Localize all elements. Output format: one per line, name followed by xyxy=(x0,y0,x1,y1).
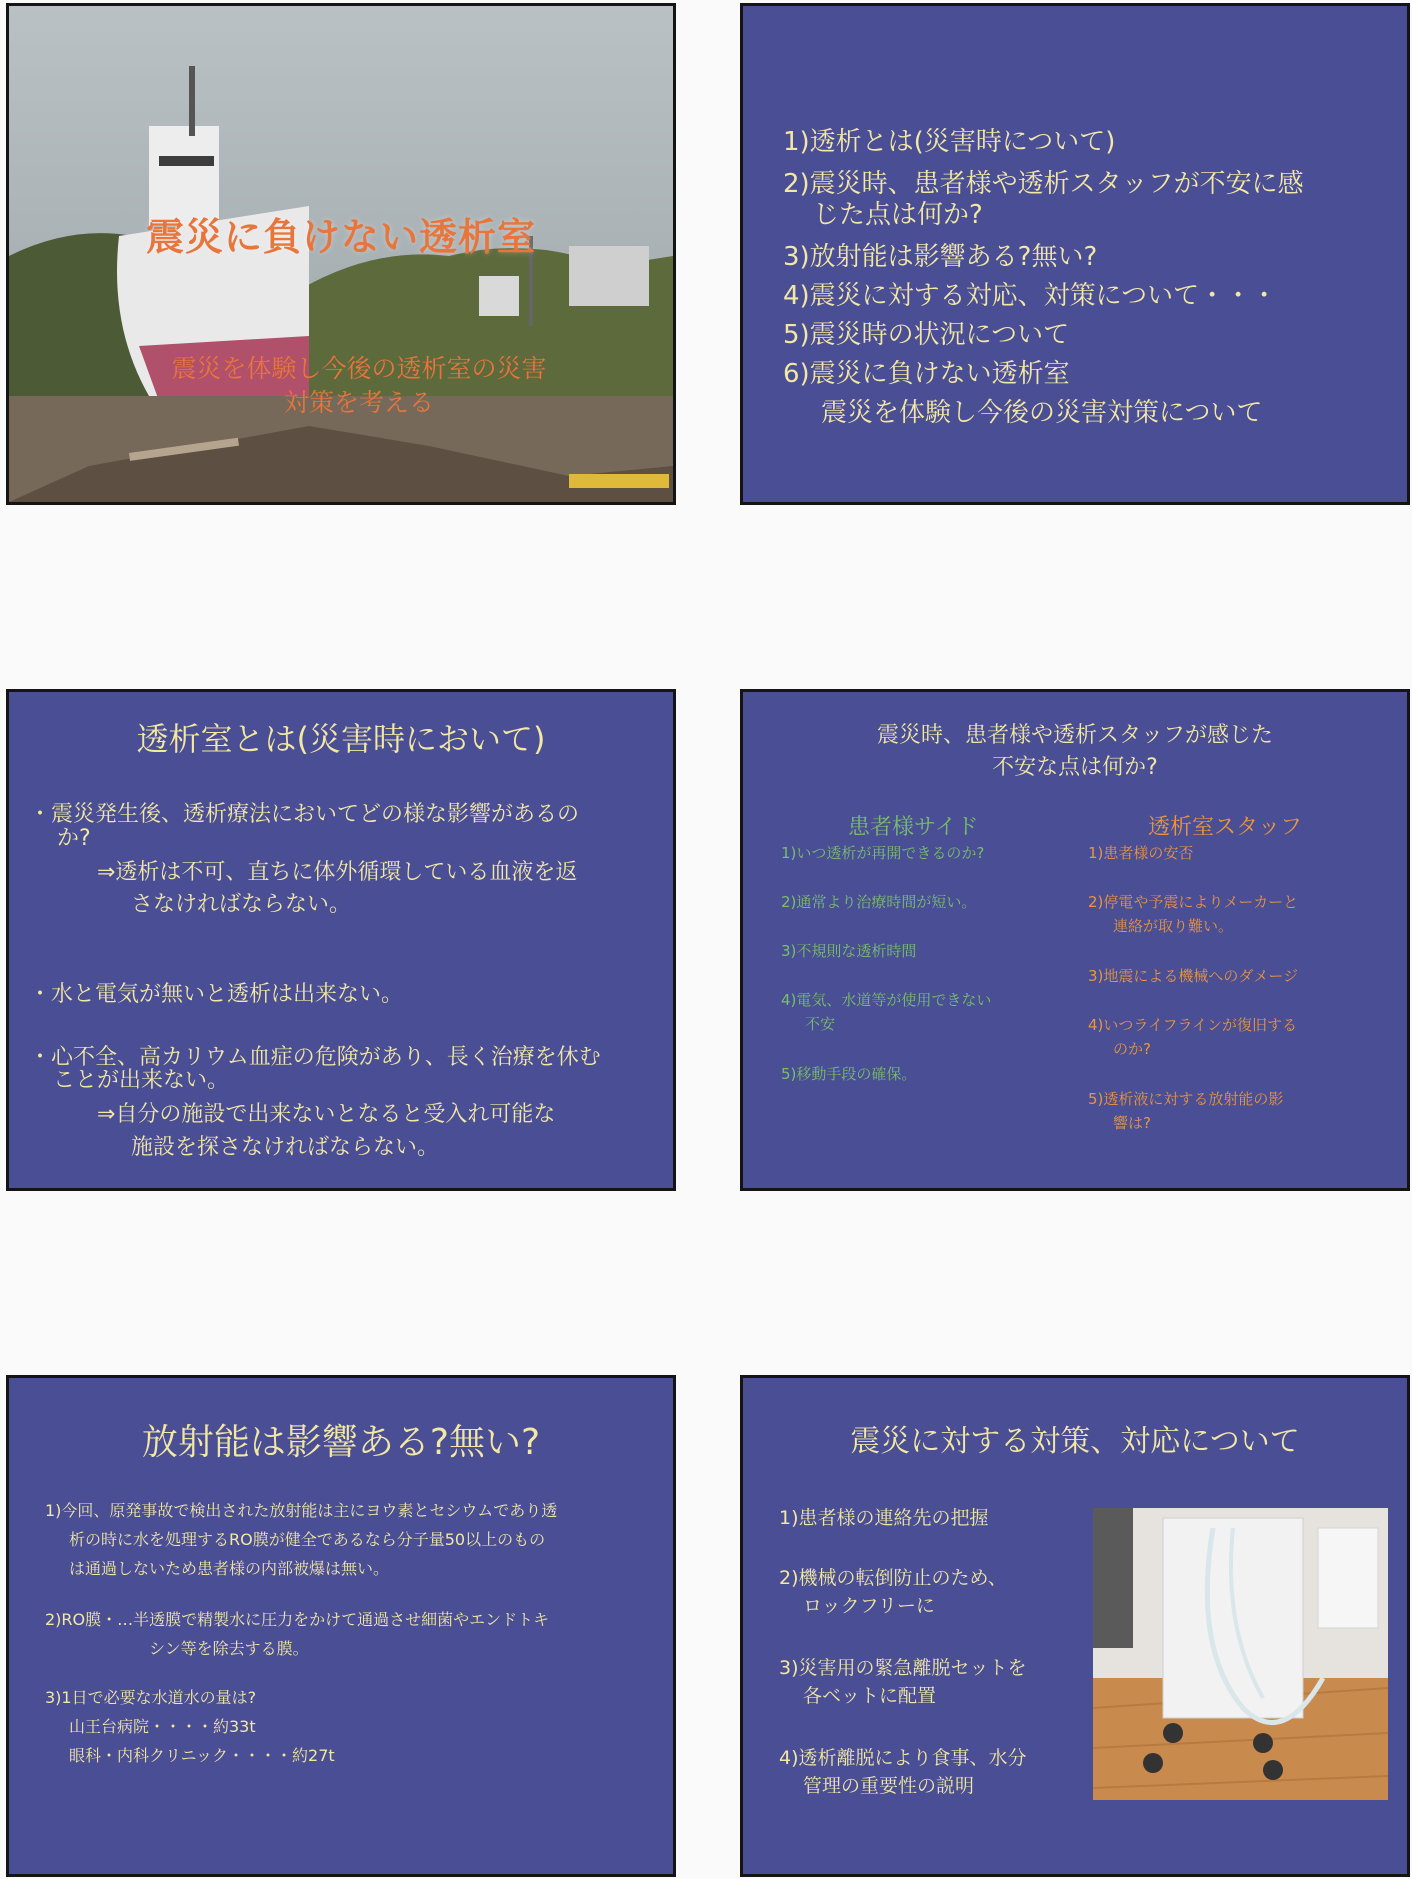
staff-item-1: 1)患者様の安否 xyxy=(1088,844,1194,862)
agenda-item-2-cont: じた点は何か? xyxy=(813,200,983,230)
patient-item-2: 2)通常より治療時間が短い。 xyxy=(781,893,977,911)
slide-3-title: 透析室とは(災害時において) xyxy=(136,720,546,758)
slide-3-bullet-1: ・震災発生後、透析療法においてどの様な影響があるの xyxy=(29,802,580,827)
slide-5-point-3-clinic: 眼科・内科クリニック・・・・約27t xyxy=(69,1746,335,1765)
slide-1-subtitle xyxy=(99,352,619,420)
slide-3-bullet-2: ・水と電気が無いと透析は出来ない。 xyxy=(29,982,404,1007)
patient-side-heading: 患者様サイド xyxy=(848,815,979,840)
slide-3-bullet-3-arrow-cont: 施設を探さなければならない。 xyxy=(131,1135,440,1160)
agenda-item-4: 4)震災に対する対応、対策について・・・ xyxy=(783,281,1278,311)
slide-5-point-2: 2)RO膜・…半透膜で精製水に圧力をかけて通過させ細菌やエンドトキ xyxy=(45,1610,550,1629)
agenda-item-2: 2)震災時、患者様や透析スタッフが不安に感 xyxy=(783,169,1304,199)
staff-item-5: 5)透析液に対する放射能の影 xyxy=(1088,1090,1284,1108)
patient-item-1: 1)いつ透析が再開できるのか? xyxy=(781,844,985,862)
staff-item-2: 2)停電や予震によりメーカーと xyxy=(1088,893,1299,911)
slide-6-item-3: 3)災害用の緊急離脱セットを xyxy=(779,1657,1027,1679)
slide-5-point-3-hospital: 山王台病院・・・・約33t xyxy=(69,1717,256,1736)
slide-4-title-line-2: 不安な点は何か? xyxy=(992,755,1158,780)
slide-3-bullet-1-cont: か? xyxy=(57,826,91,851)
slide-6-item-4: 4)透析離脱により食事、水分 xyxy=(779,1747,1027,1769)
agenda-item-6: 6)震災に負けない透析室 xyxy=(783,359,1070,389)
slide-3-bullet-3: ・心不全、高カリウム血症の危険があり、長く治療を休む xyxy=(29,1045,601,1070)
slide-5-point-1-cont-1: 析の時に水を処理するRO膜が健全であるなら分子量50以上のもの xyxy=(69,1530,546,1549)
staff-item-4-cont: のか? xyxy=(1113,1040,1151,1058)
agenda-item-3: 3)放射能は影響ある?無い? xyxy=(783,242,1098,272)
slide-5-point-3: 3)1日で必要な水道水の量は? xyxy=(45,1688,257,1707)
patient-item-4-cont: 不安 xyxy=(805,1015,836,1033)
slide-6-title: 震災に対する対策、対応について xyxy=(850,1424,1300,1459)
slide-5-title: 放射能は影響ある?無い? xyxy=(141,1422,541,1463)
patient-item-5: 5)移動手段の確保。 xyxy=(781,1065,917,1083)
slide-1-title xyxy=(6,3,676,505)
slide-1-main-title: 震災に負けない透析室 xyxy=(145,215,536,259)
slide-6-measures xyxy=(740,1375,1410,1877)
slide-6-item-2-cont: ロックフリーに xyxy=(803,1595,935,1617)
slide-4-title xyxy=(743,720,1407,784)
slide-1-subtitle-line-1: 震災を体験し今後の透析室の災害 xyxy=(171,354,547,383)
agenda-item-1: 1)透析とは(災害時について) xyxy=(783,127,1116,157)
slide-6-item-2: 2)機械の転倒防止のため、 xyxy=(779,1567,1007,1589)
slide-4-title-line-1: 震災時、患者様や透析スタッフが感じた xyxy=(876,723,1273,748)
dialysis-machine-photo xyxy=(1093,1508,1388,1800)
slide-6-item-1: 1)患者様の連絡先の把握 xyxy=(779,1507,989,1529)
patient-item-3: 3)不規則な透析時間 xyxy=(781,942,917,960)
slide-4-concerns xyxy=(740,689,1410,1191)
staff-item-5-cont: 響は? xyxy=(1113,1114,1151,1132)
slide-3-bullet-3-arrow: ⇒自分の施設で出来ないとなると受入れ可能な xyxy=(97,1102,556,1127)
slide-5-point-1-cont-2: は通過しないため患者様の内部被爆は無い。 xyxy=(69,1559,390,1578)
slide-5-point-1: 1)今回、原発事故で検出された放射能は主にヨウ素とセシウムであり透 xyxy=(45,1501,558,1520)
agenda-item-6-sub: 震災を体験し今後の災害対策について xyxy=(821,398,1263,428)
staff-item-2-cont: 連絡が取り難い。 xyxy=(1113,917,1234,935)
slide-6-item-4-cont: 管理の重要性の説明 xyxy=(803,1775,975,1797)
patient-item-4: 4)電気、水道等が使用できない xyxy=(781,991,992,1009)
slide-3-bullet-3-cont: ことが出来ない。 xyxy=(53,1068,230,1093)
slide-3-bullet-1-arrow-cont: さなければならない。 xyxy=(131,892,352,917)
slide-5-radiation xyxy=(6,1375,676,1877)
slide-3-dialysis-disaster xyxy=(6,689,676,1191)
slide-1-subtitle-line-2: 対策を考える xyxy=(283,388,434,417)
slide-2-agenda xyxy=(740,3,1410,505)
staff-item-4: 4)いつライフラインが復旧する xyxy=(1088,1016,1298,1034)
slide-6-item-3-cont: 各ベットに配置 xyxy=(803,1685,937,1707)
staff-side-heading: 透析室スタッフ xyxy=(1148,815,1303,840)
slide-5-point-2-cont: シン等を除去する膜。 xyxy=(149,1639,309,1658)
staff-item-3: 3)地震による機械へのダメージ xyxy=(1088,967,1299,985)
slide-3-bullet-1-arrow: ⇒透析は不可、直ちに体外循環している血液を返 xyxy=(97,860,578,885)
agenda-item-5: 5)震災時の状況について xyxy=(783,320,1070,350)
